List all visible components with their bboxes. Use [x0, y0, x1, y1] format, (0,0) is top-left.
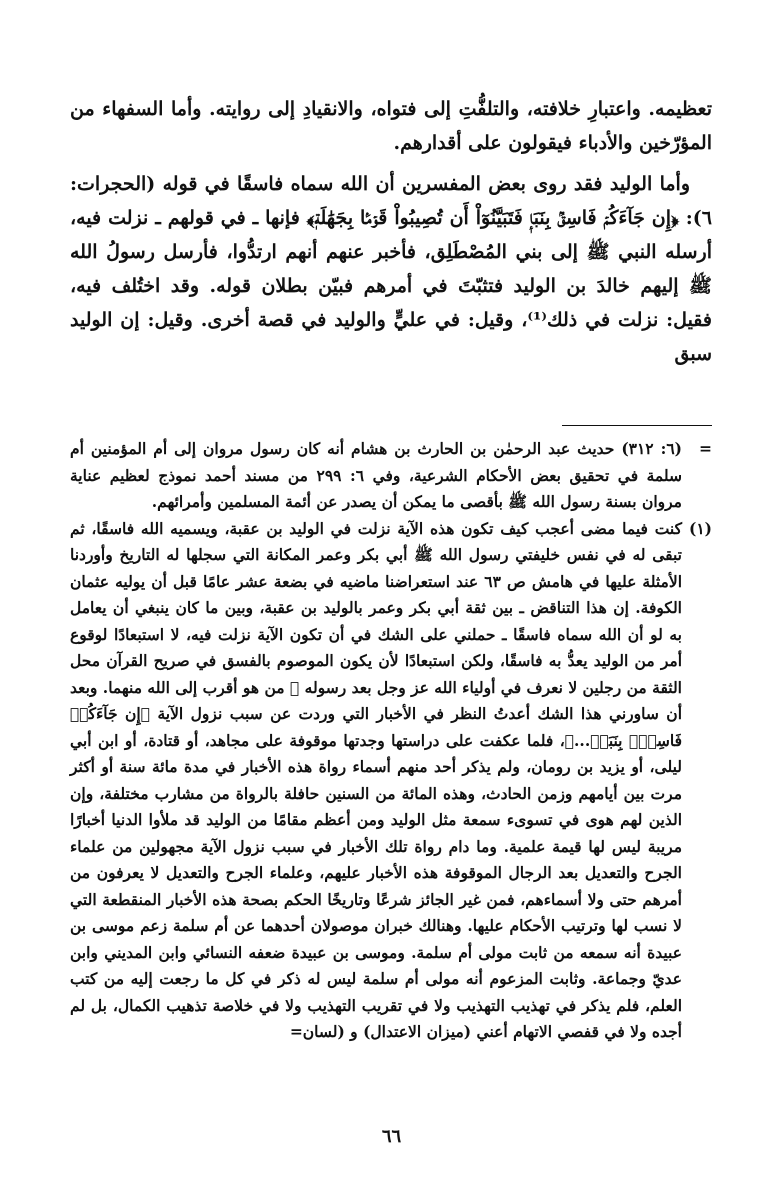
footnote-continuation-text: (٦: ٣١٢) حديث عبد الرحمٰن بن الحارث بن هشام أنه كان رسول مروان إلى أم المؤمنين أم سلمة في تحقيق بعض الأحكام الشرعية، وفي ٦: ٢٩٩ من مسند أحمد نموذج لعظيم عناية مروان بسنة رسول الله ﷺ بأقصى ما يمكن أن يصدر عن أئمة المسلمين وأمرائهم. — [70, 439, 683, 511]
footnote-continuation — [70, 436, 712, 516]
footnotes — [70, 436, 712, 1046]
footnote-separator — [562, 425, 712, 426]
footnote-1-mark: (١) — [688, 518, 712, 538]
paragraph-1: تعظيمه. واعتبارِ خلافته، والتلفُّتِ إلى فتواه، والانقيادِ إلى روايته. وأما السفهاء من المؤرّخين والأدباء فيقولون على أقدارهم. — [70, 98, 712, 154]
footnote-1 — [70, 516, 712, 1046]
page-number: ٦٦ — [381, 1126, 402, 1147]
main-text — [70, 92, 712, 371]
page-content — [70, 92, 712, 1046]
paragraph-2: وأما الوليد فقد روى بعض المفسرين أن الله سماه فاسقًا في قوله (الحجرات: ٦): ﴿إِن جَآءَكُمۡ فَاسِقُۢ بِنَبَإٖ فَتَبَيَّنُوٓاْ أَن تُصِيبُواْ قَوۡمَۢا بِجَهَٰلَةٖ﴾ فإنها ـ في قولهم ـ نزلت فيه، أرسله النبي ﷺ إلى بني المُصْطَلِق، فأخبر عنهم أنهم ارتدُّوا، فأرسل رسولُ الله ﷺ إليهم خالدَ بن الوليد فتثبّتَ في أمرهم فبيّن بطلان قوله. وقد اختُلف فيه، فقيل: نزلت في ذلك⁽¹⁾، وقيل: في عليٍّ والوليد في قصة أخرى. وقيل: إن الوليد سبق — [70, 173, 712, 365]
footnote-continuation-mark: = — [699, 439, 712, 458]
footnote-1-text: كنت فيما مضى أعجب كيف تكون هذه الآية نزلت في الوليد بن عقبة، ويسميه الله فاسقًا، ثم تبقى له في نفس خليفتي رسول الله ﷺ أبي بكر وعمر المكانة التي سجلها له التاريخ وأوردنا الأمثلة عليها في هامش ص ٦٣ عند استعراضنا ماضيه في بضعة عشر عامًا قبل أن يوليه عثمان الكوفة. إن هذا التناقض ـ بين ثقة أبي بكر وعمر بالوليد بن عقبة، وبين ما كان ينبغي أن يعامل به لو أن الله سماه فاسقًا ـ حملني على الشك في أن تكون الآية نزلت فيه، لا استبعادًا لوقوع أمر من الوليد يعدُّ به فاسقًا، ولكن استبعادًا لأن يكون الموصوم بالفسق في صريح القرآن محل الثقة من رجلين لا نعرف في أولياء الله عز وجل بعد رسوله ﷺ من هو أقرب إلى الله منهما. وبعد أن ساورني هذا الشك أعدتُ النظر في الأخبار التي وردت عن سبب نزول الآية ﴿إِن جَآءَكُمۡ فَاسِقُۢ بِنَبَإٖ...﴾، فلما عكفت على دراستها وجدتها موقوفة على مجاهد، أو قتادة، أو ابن أبي ليلى، أو يزيد بن رومان، ولم يذكر أحد منهم أسماء رواة هذه الأخبار في مدة مائة سنة أو أكثر مرت بين أيامهم وزمن الحادث، وهذه المائة من السنين حافلة بالرواة من مشارب مختلفة، وإن الذين لهم هوى في تسوىء سمعة مثل الوليد ومن أعظم مقامًا من الوليد قد ملأوا الدنيا أخبارًا مريبة ليس لها قيمة علمية. وما دام رواة تلك الأخبار في سبب نزول الآية مجهولين من علماء الجرح والتعديل بعد الرجال الموقوفة هذه الأخبار عليهم، وعلماء الجرح والتعديل لا يعرفون من أمرهم حتى ولا أسماءهم، فمن غير الجائز شرعًا وتاريخًا الحكم بصحة هذه الأخبار المنقطعة التي لا نسب لها وترتيب الأحكام عليها. وهنالك خبران موصولان أحدهما عن أم سلمة زعم موسى بن عبيدة أنه سمعه من ثابت مولى أم سلمة. وموسى بن عبيدة ضعفه النسائي وابن المديني وابن عديّ وجماعة. وثابت المزعوم أنه مولى أم سلمة ليس له ذكر في كل ما رجعت إليه من كتب العلم، فلم يذكر في تهذيب التهذيب ولا في تقريب التهذيب ولا في خلاصة تذهيب الكمال، بل لم أجده ولا في قفصي الاتهام أعني (ميزان الاعتدال) و (لسان= — [70, 518, 682, 1041]
